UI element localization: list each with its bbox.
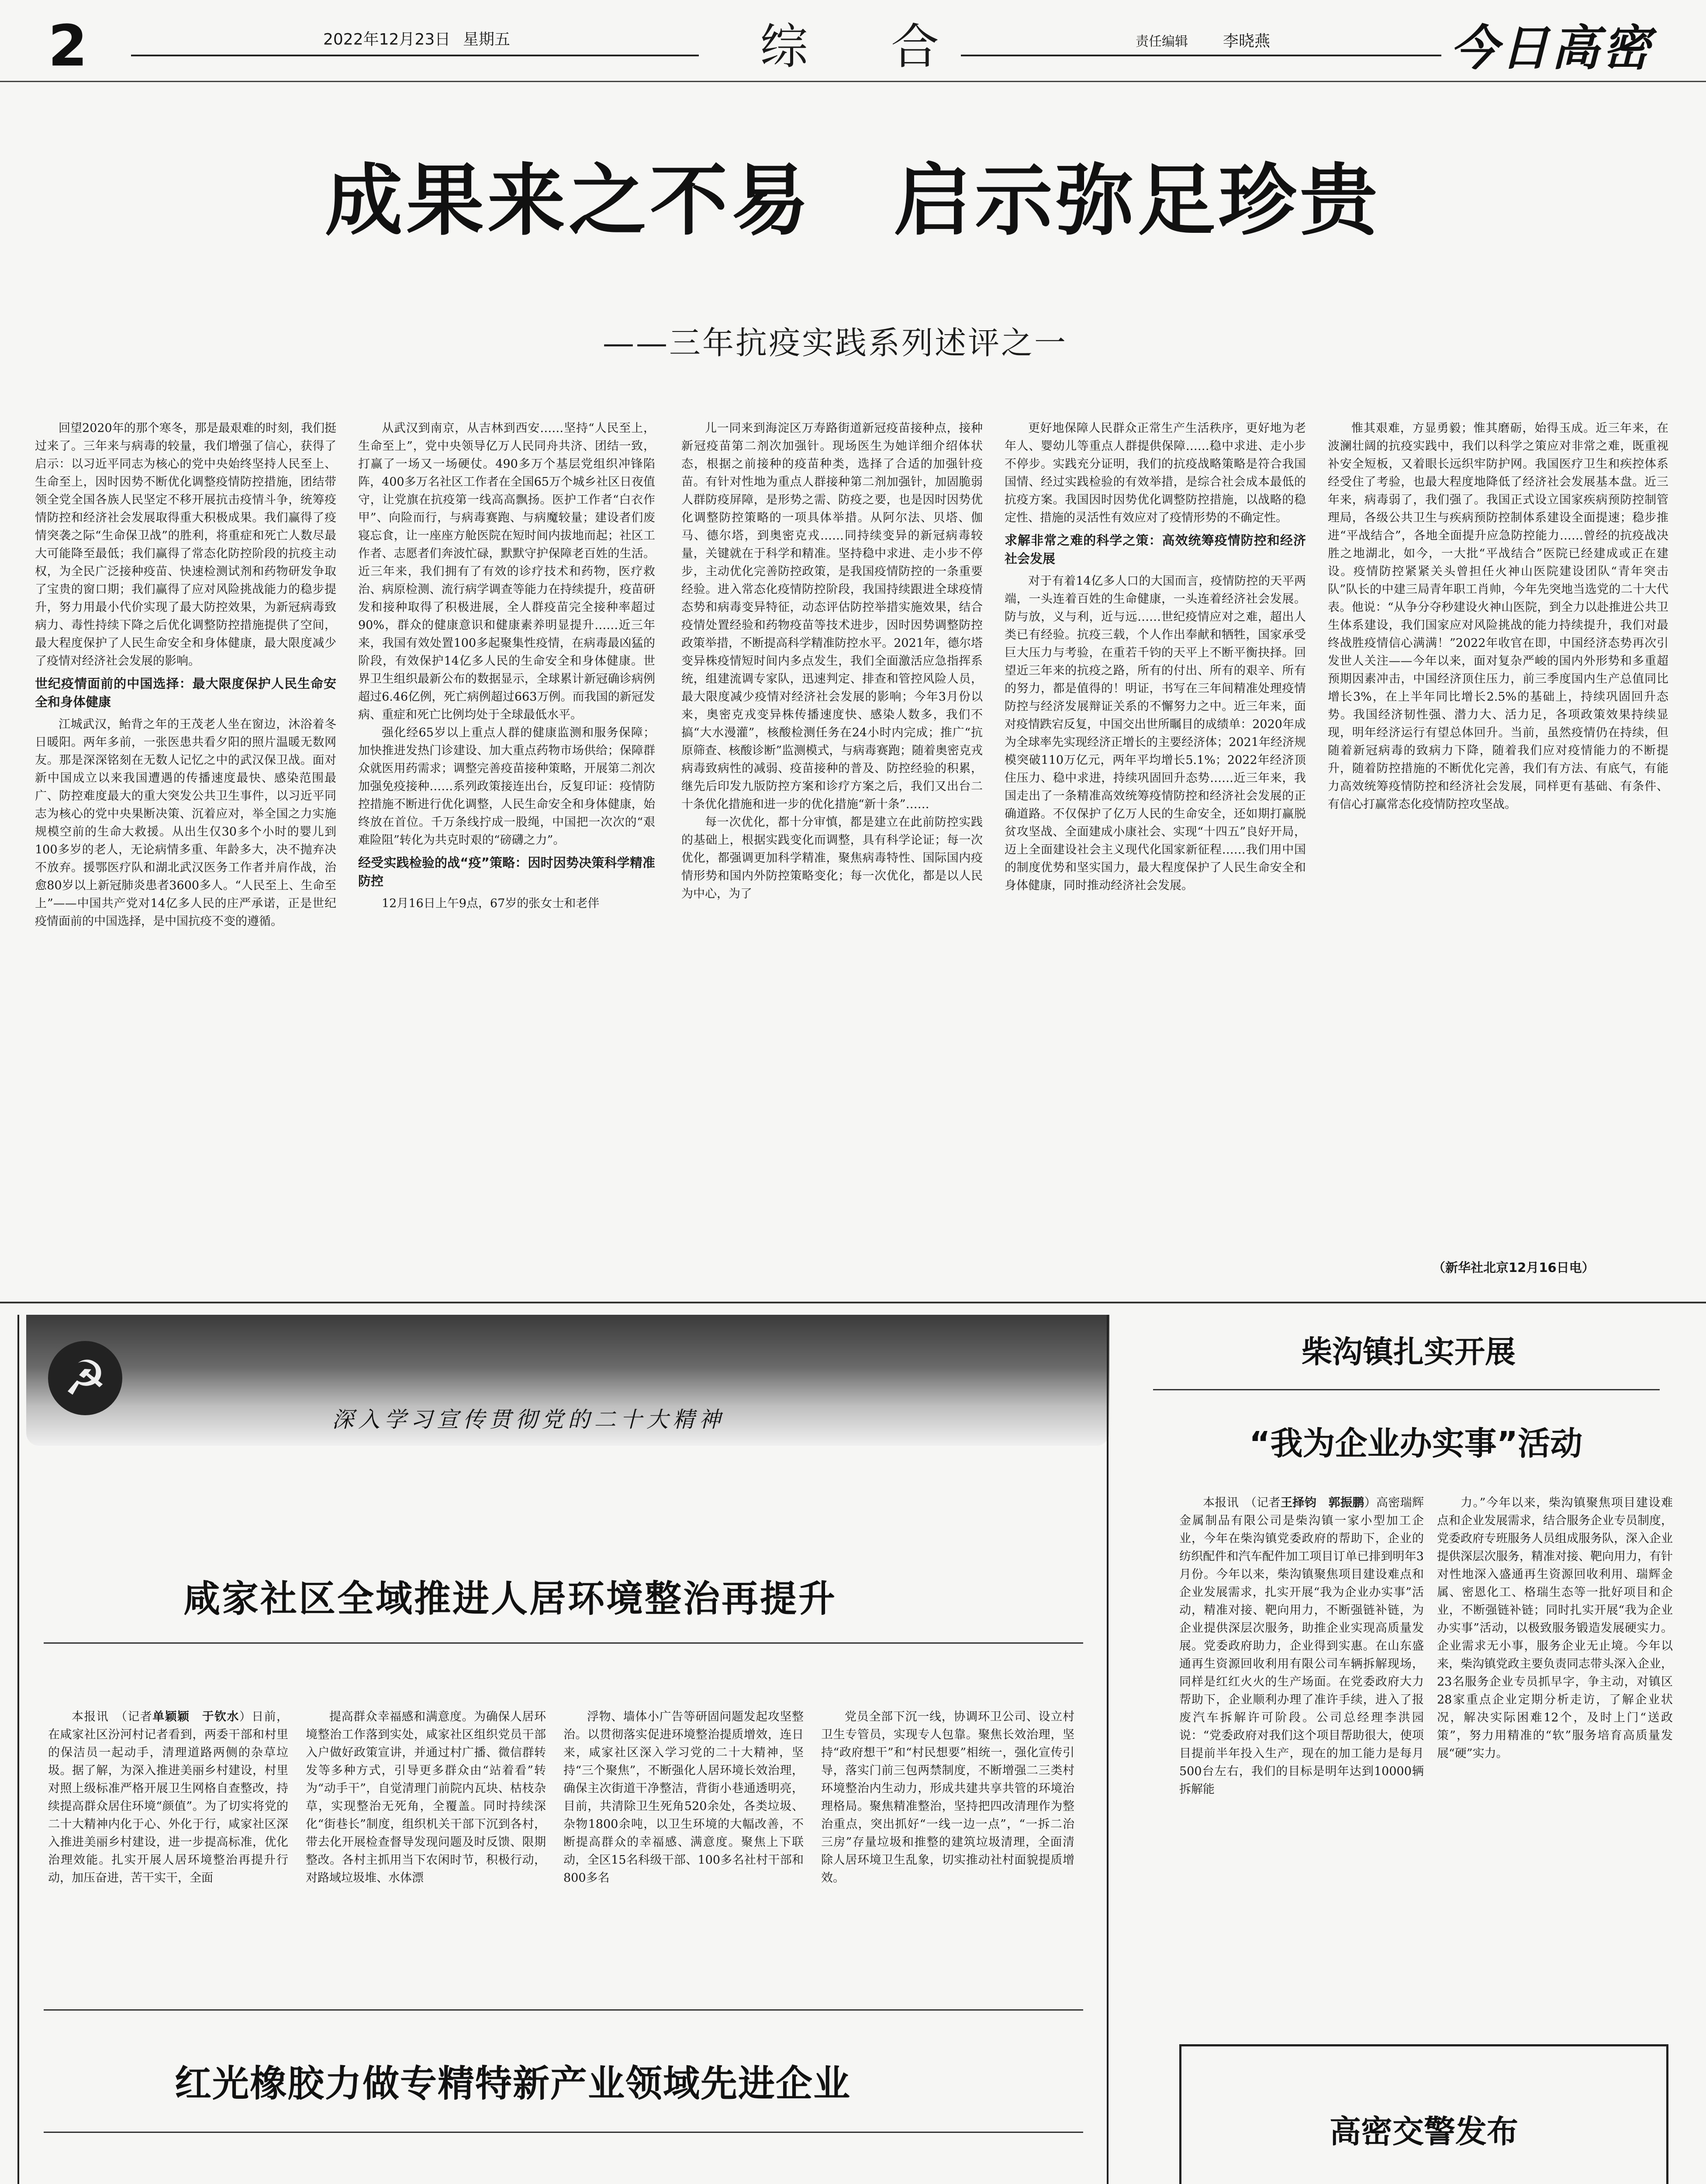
chaigou-headline-top: 柴沟镇扎实开展 [1302,1334,1516,1370]
editor-label: 责任编辑 [1136,34,1188,49]
xianjia-column-1: 本报讯 （记者单颖颖 于钦水）日前，在咸家社区汾河村记者看到，两委干部和村里的保洁员一起动手，清理道路两侧的杂草垃圾。据了解，为深入推进美丽乡村建设，村里对照上级标准严格开展卫生网格自查整改，持续提高群众居住环境“颜值”。为了切实将党的二十大精神内化于心、外化于行，咸家社区深入推进美丽乡村建设，进一步提高标准，优化治理效能。扎实开展人居环境整治再提升行动，加压奋进，苦干实干，全面 [48,1710,288,1885]
lead-column-1: 回望2020年的那个寒冬，那是最艰难的时刻，我们挺过来了。三年来与病毒的较量，我们增强了信心，获得了启示：以习近平同志为核心的党中央始终坚持人民至上、生命至上，因时因势不断优化调整疫情防控措施，团结带领全党全国各族人民坚定不移开展抗击疫情斗争，统筹疫情防控和经济社会发展取得重大积极成果。我们赢得了疫情突袭之际“生命保卫战”的胜利，将重症和死亡人数尽最大可能降至最低；我们赢得了常态化防控阶段的抗疫主动权，为全民广泛接种疫苗、快速检测试剂和药物研发争取了宝贵的窗口期；我们赢得了应对风险挑战能力的稳步提升，努力用最小代价实现了最大防控效果，为新冠病毒致病力、毒性持续下降之后优化调整防控措施提供了空间，最大程度保护了人民生命安全和身体健康，最大限度减少了疫情对经济社会发展的影响。 世纪疫情面前的中国选择：最大限度保护人民生命安全和身体健康 江城武汉，鲐背之年的王茂老人坐在窗边，沐浴着冬日暖阳。两年多前，一张医患共看夕阳的照片温暖无数网友。那是深深铭刻在无数人记忆之中的武汉保卫战。面对新中国成立以来我国遭遇的传播速度最快、感染范围最广、防控难度最大的重大突发公共卫生事件，以习近平同志为核心的党中央果断决策、沉着应对，举全国之力实施规模空前的生命大救援。从出生仅30多个小时的婴儿到100多岁的老人，无论病情多重、年龄多大，决不抛弃决不放弃。援鄂医疗队和湖北武汉医务工作者并肩作战，治愈80岁以上新冠肺炎患者3600多人。“人民至上、生命至上”——中国共产党对14亿多人民的庄严承诺，正是世纪疫情面前的中国选择，是中国抗疫不变的遵循。 [35,422,336,928]
lead-subheadline: ——三年抗疫实践系列述评之一 [603,325,1068,361]
lead-column-4: 更好地保障人民群众正常生产生活秩序，更好地为老年人、婴幼儿等重点人群提供保障……稳中求进、走小步不停步。实践充分证明，我们的抗疫战略策略是符合我国国情、经过实践检验的有效举措，是综合社会成本最低的抗疫方案。我国因时因势优化调整防控措施，以战略的稳定性、措施的灵活性有效应对了疫情形势的不确定性。 求解非常之难的科学之策：高效统筹疫情防控和经济社会发展 对于有着14亿多人口的大国而言，疫情防控的天平两端，一头连着百姓的生命健康，一头连着经济社会发展。防与放，义与利，近与远……世纪疫情应对之难，超出人类已有经验。抗疫三载，个人作出奉献和牺牲，国家承受巨大压力与考验，在重若千钧的天平上不断平衡抉择。回望近三年来的抗疫之路，所有的付出、所有的艰辛、所有的努力，都是值得的！明证，书写在三年间精准处理疫情防控与经济发展辩证关系的不懈努力之中。近三年来，面对疫情跌宕反复，中国交出世所瞩目的成绩单：2020年成为全球率先实现经济正增长的主要经济体；2021年经济规模突破110万亿元，两年平均增长5.1%；2022年经济顶住压力、稳中求进，持续巩固回升态势……近三年来，我国走出了一条精准高效统筹疫情防控和经济社会发展的正确道路。不仅保护了亿万人民的生命安全，还如期打赢脱贫攻坚战、全面建成小康社会、实现“十四五”良好开局，迈上全面建设社会主义现代化国家新征程……我们用中国的制度优势和坚实国力，最大程度保护了人民生命安全和身体健康，同时推动经济社会发展。 [1005,422,1306,892]
xianjia-rule [44,1642,1083,1644]
chaigou-column-1: 本报讯 （记者王择钧 郭振鹏）高密瑞辉金属制品有限公司是柴沟镇一家小型加工企业，今年在柴沟镇党委政府的帮助下，企业的纺织配件和汽车配件加工项目订单已排到明年3月份。今年以来，柴沟镇聚焦项目建设难点和企业发展需求，扎实开展“我为企业办实事”活动，精准对接、靶向用力，不断强链补链，为企业提供深层次服务，助推企业实现高质量发展。党委政府助力，企业得到实惠。在山东盛通再生资源回收利用有限公司车辆拆解现场，同样是红红火火的生产场面。在党委政府大力帮助下，企业顺利办理了准许手续，进入了报废汽车拆解许可阶段。公司总经理李洪园说：“党委政府对我们这个项目帮助很大，使项目提前半年投入生产，现在的加工能力是每月500台左右，我们的目标是明年达到10000辆拆解能 [1179,1496,1424,1796]
police-notice-box [1179,2044,1668,2184]
banner-slogan: 深入学习宣传贯彻党的二十大精神 [332,1407,725,1432]
masthead-rule [961,55,1441,56]
party-emblem-icon: ☭ [48,1341,122,1415]
masthead-bottom-rule [0,81,1706,82]
lead-column-3: 儿一同来到海淀区万寿路街道新冠疫苗接种点，接种新冠疫苗第二剂次加强针。现场医生为她详细介绍体状态，根据之前接种的疫苗种类，选择了合适的加强针疫苗。有针对性地为重点人群接种第二剂加强针，加固脆弱人群防疫屏障，是形势之需、防疫之要，也是因时因势优化调整防控策略的一项具体举措。从阿尔法、贝塔、伽马、德尔塔，到奥密克戎……同持续变异的新冠病毒较量，关键就在于科学和精准。坚持稳中求进、走小步不停步，主动优化完善防控政策，是我国疫情防控的一条重要经验。进入常态化疫情防控阶段，我国持续跟进全球疫情态势和病毒变异特征，动态评估防控举措实施效果，结合疫情处置经验和药物疫苗等技术进步，因时因势调整防控政策举措，不断提高科学精准防控水平。2021年，德尔塔变异株疫情短时间内多点发生，我们全面激活应急指挥系统，组建流调专家队，迅速判定、排查和管控风险人员，最大限度减少疫情对经济社会发展的影响；今年3月份以来，奥密克戎变异株传播速度快、感染人数多，我们不搞“大水漫灌”，核酸检测任务在24小时内完成；推广“抗原筛查、核酸诊断”监测模式，与病毒赛跑；随着奥密克戎病毒致病性的减弱、疫苗接种的普及、防控经验的积累，继先后印发九版防控方案和诊疗方案之后，我们又出台二十条优化措施和进一步的优化措施“新十条”…… 每一次优化，都十分审慎，都是建立在此前防控实践的基础上，根据实践变化而调整，具有科学论证；每一次优化，都强调更加科学精准，聚焦病毒特性、国际国内疫情形势和国内外防控策略变化；每一次优化，都是以人民为中心，为了 [681,422,983,901]
masthead [0,0,1706,83]
hongguang-rule [44,2132,1083,2133]
byline-names: 单颖颖 于钦水 [152,1710,239,1724]
xianjia-column-4: 党员全部下沉一线，协调环卫公司、设立村卫生专管员，实现专人包靠。聚焦长效治理，坚持“政府想干”和“村民想要”相统一，强化宣传引导，落实门前三包两禁制度，不断增强二三类村环境整治内生动力，形成共建共享共管的环境治理格局。聚焦精准整治，坚持把四改清理作为整治重点，突出抓好“一线一边一点”，“一拆二治三房”存量垃圾和推整的建筑垃圾清理，全面清除人居环境卫生乱象，切实推动社村面貌提质增效。 [821,1710,1074,1885]
lead-column-5: 惟其艰难，方显勇毅；惟其磨砺，始得玉成。近三年来，在波澜壮阔的抗疫实践中，我们以科学之策应对非常之难，既重视补安全短板，又着眼长远织牢防护网。我国医疗卫生和疾控体系经受住了考验，也最大程度地降低了经济社会发展基本盘。近三年来，病毒弱了，我们强了。我国正式设立国家疾病预防控制管理局，各级公共卫生与疾病预防控制体系建设全面提速；稳步推进“平战结合”，各地全面提升应急防控能力……曾经的抗疫战决胜之地湖北，如今，一大批“平战结合”医院已经建成或正在建设。疫情防控紧紧关头曾担任火神山医院建设团队“青年突击队”队长的中建三局青年职工肖帅，今年先突地当选党的二十大代表。他说：“从争分夺秒建设火神山医院，到全力以赴推进公共卫生体系建设，我们国家应对风险挑战的能力持续提升，我们对最终战胜疫情信心满满！”2022年收官在即，中国经济态势再次引发世人关注——今年以来，面对复杂严峻的国内外形势和多重超预期因素冲击，中国经济顶住压力，前三季度国内生产总值同比增长3%，在上半年同比增长2.5%的基础上，持续巩固回升态势。我国经济韧性强、潜力大、活力足，各项政策效果持续显现，明年经济运行有望总体回升。当前，虽然疫情仍在持续，但随着新冠病毒的致病力下降，随着我们应对疫情能力的不断提升，随着防控措施的不断优化完善，我们有方法、有底气，有能力高效统筹疫情防控和经济社会发展，同样更有基础、有条件、有信心打赢常态化疫情防控攻坚战。 [1328,422,1668,811]
date: 2022年12月23日 [323,31,451,48]
chaigou-headline-bottom: “我为企业办实事”活动 [1249,1425,1583,1462]
chaigou-column-2: 力。”今年以来，柴沟镇聚焦项目建设难点和企业发展需求，结合服务企业专员制度，党委政府专班服务人员组成服务队，深入企业提供深层次服务，精准对接、靶向用力，有针对性地深入盛通再生资源回收利用、瑞辉金属、密恩化工、格瑞生态等一批好项目和企业，不断强链补链；同时扎实开展“我为企业办实事”活动，以极致服务锻造发展硬实力。企业需求无小事，服务企业无止境。今年以来，柴沟镇党政主要负责同志带头深入企业，23名服务企业专员抓早字，争主动，对镇区28家重点企业定期分析走访，了解企业状况，解决实际困难12个，及时上门“送政策”，努力用精准的“软”服务培育高质量发展“硬”实力。 [1437,1496,1673,1760]
xianjia-column-2: 提高群众幸福感和满意度。为确保人居环境整治工作落到实处，咸家社区组织党员干部入户做好政策宣讲，并通过村广播、微信群转发等多种方式，引导更多群众由“站着看”转为“动手干”，自觉清理门前院内瓦块、枯枝杂草，实现整治无死角，全覆盖。同时持续深化“街巷长”制度，组织机关干部下沉到各村，带去化开展检查督导发现问题及时反馈、限期整改。各村主抓用当下农闲时节，积极行动，对路域垃圾堆、水体漂 [306,1710,546,1885]
xianjia-column-3: 浮物、墙体小广告等研固问题发起攻坚整治。以贯彻落实促进环境整治提质增效，连日来，咸家社区深入学习党的二十大精神，坚持“三个聚焦”，不断强化人居环境长效治理，确保主次街道干净整洁，背街小巷通透明亮，目前，共清除卫生死角520余处，各类垃圾、杂物1800余吨，以卫生环境的大幅改善，不断提高群众的幸福感、满意度。聚焦上下联动，全区15名科级干部、100多名社村干部和800多名 [563,1710,804,1885]
xianjia-headline: 咸家社区全域推进人居环境整治再提升 [183,1577,837,1620]
editor-name: 李晓燕 [1223,32,1271,50]
weekday: 星期五 [463,31,511,48]
lead-bottom-rule [0,1302,1706,1303]
police-headline-top: 高密交警发布 [1329,2113,1518,2150]
section-title: 综 合 [760,19,957,75]
lead-subhead-2: 经受实践检验的战“疫”策略：因时因势决策科学精准防控 [358,855,655,888]
lead-subhead-1: 世纪疫情面前的中国选择：最大限度保护人民生命安全和身体健康 [35,676,336,709]
chaigou-rule [1153,1389,1660,1390]
lead-column-2: 从武汉到南京，从吉林到西安……坚持“人民至上，生命至上”，党中央领导亿万人民同舟共济、团结一致，打赢了一场又一场硬仗。490多万个基层党组织冲锋陷阵，400多万名社区工作者在全国65万个城乡社区日夜值守，让党旗在抗疫第一线高高飘扬。医护工作者“白衣作甲”、向险而行，与病毒赛跑、与病魔较量；建设者们废寝忘食，让一座座方舱医院在短时间内拔地而起；社区工作者、志愿者们奔波忙碌，默默守护保障老百姓的生活。近三年来，我们拥有了有效的诊疗技术和药物，医疗救治、病原检测、流行病学调查等能力在持续提升，疫苗研发和接种取得了积极进展，全人群疫苗完全接种率超过90%，群众的健康意识和健康素养明显提升……近三年来，我国有效处置100多起聚集性疫情，在病毒最凶猛的阶段，有效保护14亿多人民的生命安全和身体健康。世界卫生组织最新公布的数据显示，全球累计新冠确诊病例超过6.46亿例，死亡病例超过663万例。而我国的新冠发病、重症和死亡比例均处于全球最低水平。 强化经65岁以上重点人群的健康监测和服务保障；加快推进发热门诊建设、加大重点药物市场供给；保障群众就医用药需求；调整完善疫苗接种策略，开展第二剂次加强免疫接种……系列政策接连出台，反复印证：疫情防控措施不断进行优化调整，人民生命安全和身体健康，始终放在首位。千万条线拧成一股绳，中国把一次次的“艰难险阻”转化为共克时艰的“磅礴之力”。 经受实践检验的战“疫”策略：因时因势决策科学精准防控 12月16日上午9点，67岁的张女士和老伴 [358,422,655,910]
page-number: 2 [48,13,88,79]
lead-dateline: （新华社北京12月16日电） [1433,1260,1595,1275]
lead-subhead-3: 求解非常之难的科学之策：高效统筹疫情防控和经济社会发展 [1005,533,1306,566]
hongguang-rule-top [44,2009,1083,2011]
byline-names: 王择钧 郭振鹏 [1281,1496,1364,1510]
paper-logo: 今日高密 [1450,20,1653,76]
lead-headline: 成果来之不易 启示弥足珍贵 [325,156,1381,246]
byline-prefix: 本报讯 （记者 [72,1710,153,1724]
masthead-rule [131,55,699,56]
hongguang-headline: 红光橡胶力做专精特新产业领域先进企业 [175,2062,851,2105]
